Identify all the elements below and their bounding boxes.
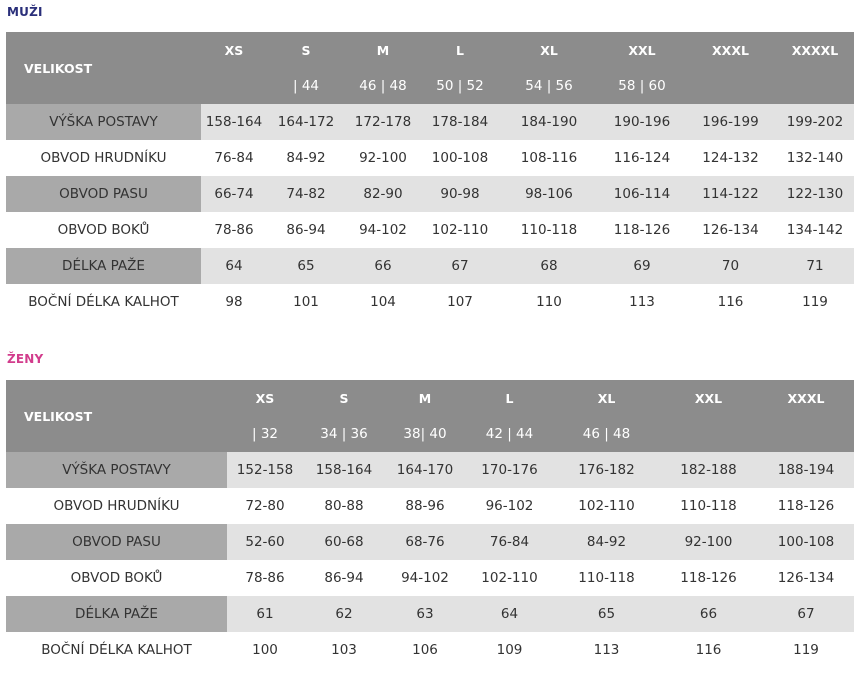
women-size-number [758, 416, 854, 452]
women-size-label: M [385, 380, 465, 416]
men-header-row-sizes [6, 32, 854, 68]
women-table-cell: 84-92 [554, 524, 659, 560]
men-table-row [6, 248, 854, 284]
women-table-cell: 110-118 [554, 560, 659, 596]
men-table-cell: 68 [499, 248, 599, 284]
men-table-cell: 196-199 [685, 104, 776, 140]
men-table-cell: 116 [685, 284, 776, 320]
women-corner-label: VELIKOST [6, 380, 227, 452]
men-table-cell: 76-84 [201, 140, 267, 176]
women-table-cell: 109 [465, 632, 554, 668]
men-table-cell: 107 [421, 284, 499, 320]
men-table-cell: 132-140 [776, 140, 854, 176]
men-table-cell: 199-202 [776, 104, 854, 140]
women-table-cell: 52-60 [227, 524, 303, 560]
men-row-label: OBVOD PASU [6, 176, 201, 212]
men-size-table [6, 32, 854, 320]
men-size-label: XS [201, 32, 267, 68]
women-table-cell: 119 [758, 632, 854, 668]
men-row-label: OBVOD BOKŮ [6, 212, 201, 248]
men-table-cell: 190-196 [599, 104, 685, 140]
women-table-row [6, 524, 854, 560]
men-size-number [776, 68, 854, 104]
men-table-cell: 172-178 [345, 104, 421, 140]
women-table-cell: 158-164 [303, 452, 385, 488]
women-table-row [6, 632, 854, 668]
women-table-row [6, 560, 854, 596]
men-table-cell: 101 [267, 284, 345, 320]
men-table-cell: 78-86 [201, 212, 267, 248]
men-table-row [6, 140, 854, 176]
women-table-cell: 176-182 [554, 452, 659, 488]
women-table-cell: 100-108 [758, 524, 854, 560]
men-table-cell: 126-134 [685, 212, 776, 248]
men-table-cell: 110-118 [499, 212, 599, 248]
women-size-label: L [465, 380, 554, 416]
women-table-cell: 72-80 [227, 488, 303, 524]
men-row-label: DÉLKA PAŽE [6, 248, 201, 284]
women-row-label: OBVOD PASU [6, 524, 227, 560]
women-size-table [6, 380, 854, 668]
women-table-cell: 92-100 [659, 524, 758, 560]
men-size-number: 54 | 56 [499, 68, 599, 104]
men-table-cell: 158-164 [201, 104, 267, 140]
men-table-cell: 94-102 [345, 212, 421, 248]
women-table-cell: 66 [659, 596, 758, 632]
men-table-cell: 134-142 [776, 212, 854, 248]
men-table-cell: 116-124 [599, 140, 685, 176]
women-table-cell: 164-170 [385, 452, 465, 488]
men-table-cell: 118-126 [599, 212, 685, 248]
women-table-cell: 68-76 [385, 524, 465, 560]
men-size-number: 50 | 52 [421, 68, 499, 104]
men-table-cell: 108-116 [499, 140, 599, 176]
women-table-cell: 103 [303, 632, 385, 668]
women-table-cell: 86-94 [303, 560, 385, 596]
women-table-cell: 118-126 [659, 560, 758, 596]
men-table-cell: 106-114 [599, 176, 685, 212]
men-size-number [201, 68, 267, 104]
men-table-cell: 65 [267, 248, 345, 284]
women-table-cell: 94-102 [385, 560, 465, 596]
men-size-label: M [345, 32, 421, 68]
women-size-number [659, 416, 758, 452]
men-table-cell: 66-74 [201, 176, 267, 212]
men-size-number [685, 68, 776, 104]
women-table-cell: 113 [554, 632, 659, 668]
women-size-number: | 32 [227, 416, 303, 452]
men-table-cell: 114-122 [685, 176, 776, 212]
men-table-cell: 122-130 [776, 176, 854, 212]
women-section-title: ŽENY [7, 352, 44, 366]
women-table-cell: 106 [385, 632, 465, 668]
men-table-cell: 86-94 [267, 212, 345, 248]
men-table-cell: 98-106 [499, 176, 599, 212]
men-corner-label: VELIKOST [6, 32, 201, 104]
women-row-label: OBVOD HRUDNÍKU [6, 488, 227, 524]
women-size-label: XXL [659, 380, 758, 416]
men-table-row [6, 284, 854, 320]
men-table-cell: 98 [201, 284, 267, 320]
women-table-cell: 188-194 [758, 452, 854, 488]
women-table-row [6, 488, 854, 524]
women-size-label: XL [554, 380, 659, 416]
women-table-cell: 110-118 [659, 488, 758, 524]
men-table-cell: 184-190 [499, 104, 599, 140]
women-table-cell: 118-126 [758, 488, 854, 524]
men-table-cell: 74-82 [267, 176, 345, 212]
men-table-body [6, 32, 854, 320]
men-table-cell: 69 [599, 248, 685, 284]
men-size-label: L [421, 32, 499, 68]
men-table-cell: 119 [776, 284, 854, 320]
women-table-cell: 100 [227, 632, 303, 668]
men-table-row [6, 104, 854, 140]
women-table-cell: 67 [758, 596, 854, 632]
women-size-number: 38| 40 [385, 416, 465, 452]
women-table-cell: 96-102 [465, 488, 554, 524]
men-size-label: XXL [599, 32, 685, 68]
men-table-row [6, 176, 854, 212]
men-size-label: XXXXL [776, 32, 854, 68]
women-row-label: BOČNÍ DÉLKA KALHOT [6, 632, 227, 668]
women-table-row [6, 452, 854, 488]
women-row-label: VÝŠKA POSTAVY [6, 452, 227, 488]
men-table-cell: 104 [345, 284, 421, 320]
women-table-cell: 60-68 [303, 524, 385, 560]
men-size-label: S [267, 32, 345, 68]
women-table-row [6, 596, 854, 632]
men-table-cell: 84-92 [267, 140, 345, 176]
men-table-cell: 70 [685, 248, 776, 284]
men-section-title: MUŽI [7, 5, 43, 19]
men-table-cell: 124-132 [685, 140, 776, 176]
women-table-cell: 80-88 [303, 488, 385, 524]
men-size-number: 58 | 60 [599, 68, 685, 104]
men-table-cell: 82-90 [345, 176, 421, 212]
men-row-label: VÝŠKA POSTAVY [6, 104, 201, 140]
men-table-cell: 71 [776, 248, 854, 284]
women-table-cell: 102-110 [554, 488, 659, 524]
women-table-cell: 152-158 [227, 452, 303, 488]
men-size-label: XXXL [685, 32, 776, 68]
men-table-cell: 164-172 [267, 104, 345, 140]
women-table-cell: 78-86 [227, 560, 303, 596]
women-table-cell: 170-176 [465, 452, 554, 488]
women-table-cell: 63 [385, 596, 465, 632]
men-table-cell: 178-184 [421, 104, 499, 140]
men-row-label: OBVOD HRUDNÍKU [6, 140, 201, 176]
women-table-cell: 76-84 [465, 524, 554, 560]
men-table-cell: 102-110 [421, 212, 499, 248]
men-table-cell: 90-98 [421, 176, 499, 212]
men-size-number: | 44 [267, 68, 345, 104]
men-table-cell: 110 [499, 284, 599, 320]
men-table-cell: 66 [345, 248, 421, 284]
women-table-cell: 64 [465, 596, 554, 632]
women-row-label: DÉLKA PAŽE [6, 596, 227, 632]
women-size-label: XXXL [758, 380, 854, 416]
men-size-label: XL [499, 32, 599, 68]
men-table-cell: 113 [599, 284, 685, 320]
women-table-cell: 88-96 [385, 488, 465, 524]
women-table-cell: 126-134 [758, 560, 854, 596]
men-table-cell: 100-108 [421, 140, 499, 176]
women-size-number: 46 | 48 [554, 416, 659, 452]
women-table-cell: 182-188 [659, 452, 758, 488]
women-table-body [6, 380, 854, 668]
women-size-number: 34 | 36 [303, 416, 385, 452]
men-table-cell: 67 [421, 248, 499, 284]
women-row-label: OBVOD BOKŮ [6, 560, 227, 596]
women-table-cell: 65 [554, 596, 659, 632]
men-table-cell: 64 [201, 248, 267, 284]
men-table-row [6, 212, 854, 248]
women-table-cell: 62 [303, 596, 385, 632]
men-row-label: BOČNÍ DÉLKA KALHOT [6, 284, 201, 320]
women-table-cell: 116 [659, 632, 758, 668]
women-size-label: XS [227, 380, 303, 416]
women-table-cell: 61 [227, 596, 303, 632]
men-size-number: 46 | 48 [345, 68, 421, 104]
women-size-number: 42 | 44 [465, 416, 554, 452]
women-header-row-sizes [6, 380, 854, 416]
women-table-cell: 102-110 [465, 560, 554, 596]
women-size-label: S [303, 380, 385, 416]
men-table-cell: 92-100 [345, 140, 421, 176]
